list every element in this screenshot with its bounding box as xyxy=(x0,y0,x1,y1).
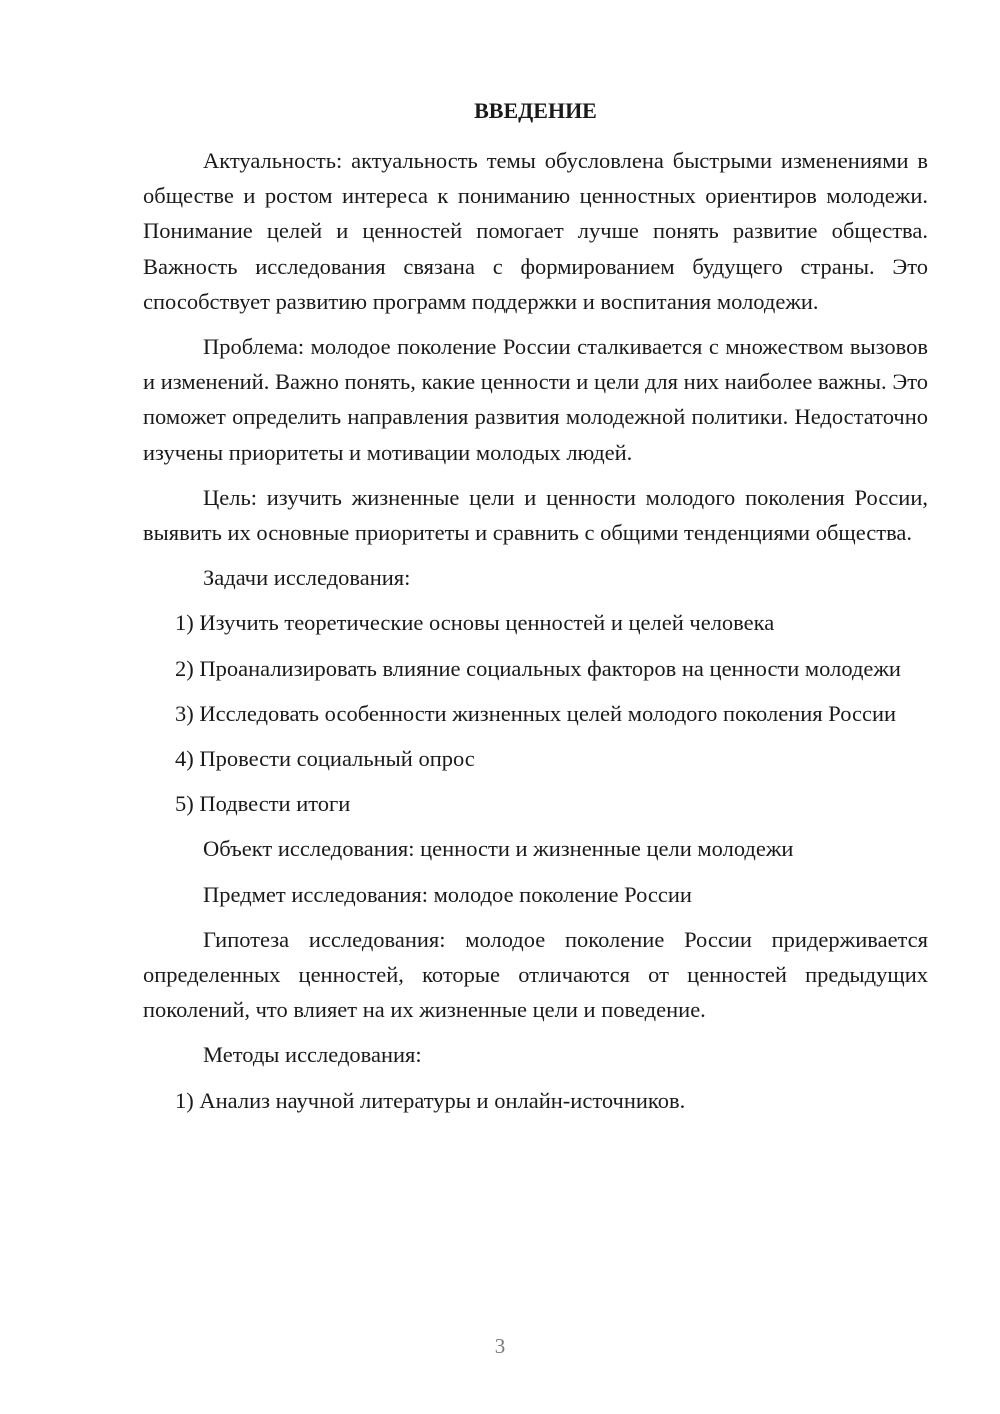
task-item: 2) Проанализировать влияние социальных факторов на ценности молодежи xyxy=(175,655,901,681)
paragraph-goal: Цель: изучить жизненные цели и ценности молодого поколения России, выявить их основные приоритеты и сравнить с общими тенденциями общества. xyxy=(143,484,928,546)
paragraph-relevance: Актуальность: актуальность темы обусловлена быстрыми изменениями в обществе и ростом интереса к пониманию ценностных ориентиров молодежи. Понимание целей и ценностей помогает лучше понять развитие общества. Важность исследования связана с формированием будущего страны. Это способствует развитию программ поддержки и воспитания молодежи. xyxy=(143,148,928,314)
task-item: 4) Провести социальный опрос xyxy=(175,746,475,772)
task-item: 5) Подвести итоги xyxy=(175,791,351,817)
task-item: 3) Исследовать особенности жизненных целей молодого поколения России xyxy=(175,700,897,726)
paragraph-object: Объект исследования: ценности и жизненные цели молодежи xyxy=(203,836,794,862)
paragraph-hypothesis: Гипотеза исследования: молодое поколение России придерживается определенных ценностей, которые отличаются от ценностей предыдущих поколений, что влияет на их жизненные цели и поведение. xyxy=(143,926,928,1023)
document-page xyxy=(143,95,928,1128)
page-number: 3 xyxy=(494,1334,506,1358)
paragraph-subject: Предмет исследования: молодое поколение России xyxy=(203,881,692,907)
paragraph-problem: Проблема: молодое поколение России сталкивается с множеством вызовов и изменений. Важно понять, какие ценности и цели для них наиболее важны. Это поможет определить направления развития молодежной политики. Недостаточно изучены приоритеты и мотивации молодых людей. xyxy=(143,334,928,465)
methods-heading: Методы исследования: xyxy=(203,1042,422,1068)
task-item: 1) Изучить теоретические основы ценностей и целей человека xyxy=(175,610,775,636)
method-item: 1) Анализ научной литературы и онлайн-источников. xyxy=(175,1087,686,1113)
section-title: ВВЕДЕНИЕ xyxy=(474,98,597,123)
tasks-heading: Задачи исследования: xyxy=(203,565,411,591)
